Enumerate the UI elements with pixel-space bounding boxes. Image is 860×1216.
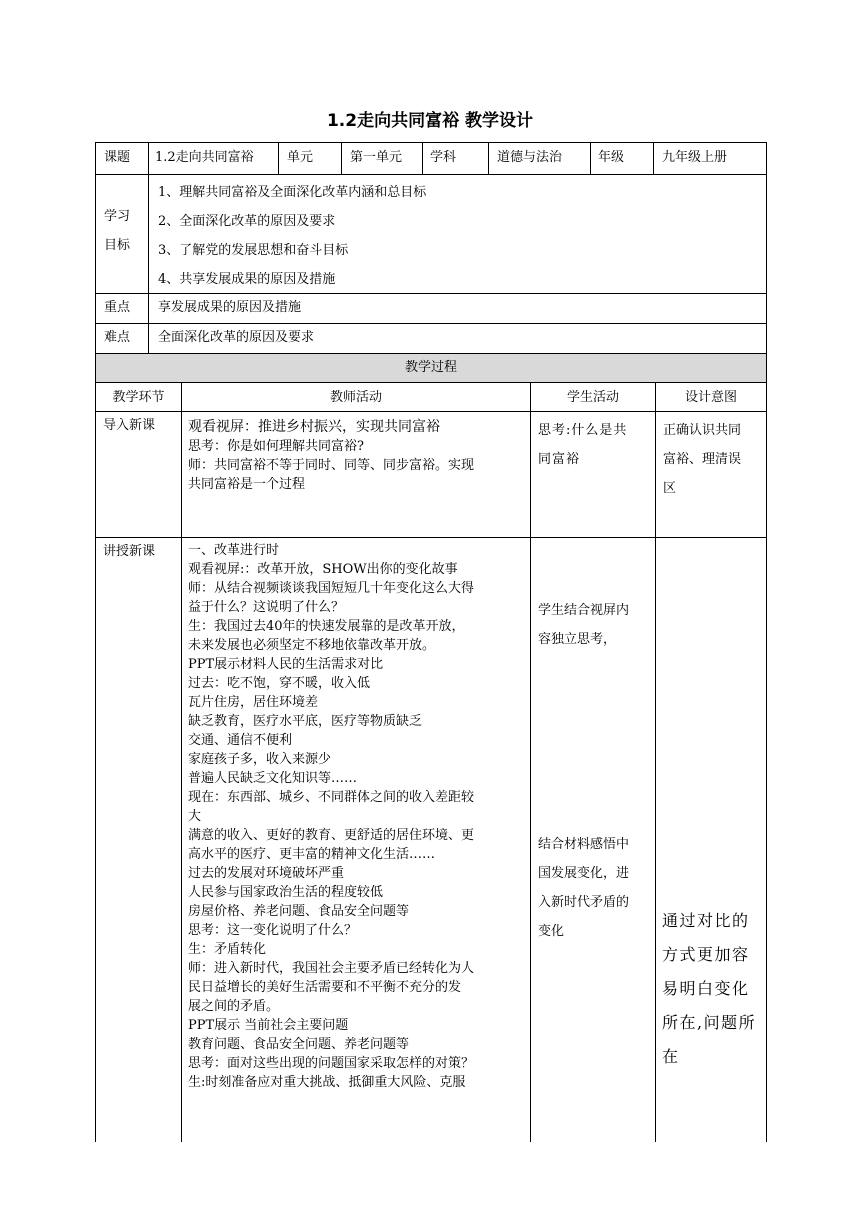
text-line: 师：进入新时代，我国社会主要矛盾已经转化为人 — [188, 961, 475, 976]
column-header-teacher: 教师活动 — [329, 390, 382, 405]
text-line: 高水平的医疗、更丰富的精神文化生活…… — [188, 847, 436, 862]
text-line: 满意的收入、更好的教育、更舒适的居住环境、更 — [188, 828, 475, 843]
key-point-value: 享发展成果的原因及措施 — [158, 300, 302, 315]
text-line: 国发展变化，进 — [538, 866, 630, 881]
text-line: 房屋价格、养老问题、食品安全问题等 — [188, 904, 410, 919]
text-line: 大 — [188, 809, 202, 824]
text-line: 教育问题、食品安全问题、养老问题等 — [188, 1037, 410, 1052]
key-point-label: 重点 — [104, 300, 131, 315]
text-line: 学生结合视屏内 — [538, 603, 630, 618]
text-line: 瓦片住房，居住环境差 — [188, 695, 319, 710]
grade-value: 九年级上册 — [662, 150, 728, 165]
text-line: 生:时刻准备应对重大挑战、抵御重大风险、克服 — [188, 1075, 466, 1090]
lecture-student-activity-1 — [538, 596, 629, 654]
intro-stage: 导入新课 — [103, 418, 156, 433]
text-line: 结合材料感悟中 — [538, 837, 630, 852]
column-header-stage: 教学环节 — [112, 390, 165, 405]
lecture-stage: 讲授新课 — [103, 544, 156, 559]
text-line: 缺乏教育，医疗水平底，医疗等物质缺乏 — [188, 714, 423, 729]
text-line: 所在,问题所 — [662, 1013, 757, 1032]
text-line: 方式更加容 — [662, 945, 750, 964]
page-title: 1.2走向共同富裕 教学设计 — [326, 111, 534, 131]
objective-item: 4、共享发展成果的原因及措施 — [158, 272, 336, 287]
grade-label: 年级 — [598, 150, 625, 165]
text-line: 同富裕 — [538, 452, 581, 467]
text-line: 展之间的矛盾。 — [188, 999, 280, 1014]
difficulty-label: 难点 — [104, 330, 131, 345]
unit-label: 单元 — [287, 150, 314, 165]
text-line: 正确认识共同 — [663, 423, 742, 438]
text-line: 师：从结合视频谈谈我国短短几十年变化这么大得 — [188, 581, 475, 596]
text-line: 家庭孩子多，收入来源少 — [188, 752, 332, 767]
text-line: 入新时代矛盾的 — [538, 895, 630, 910]
text-line: 师：共同富裕不等于同时、同等、同步富裕。实现 — [188, 458, 475, 473]
text-line: 观看视屏:：改革开放，SHOW出你的变化故事 — [188, 562, 458, 577]
text-line: 思考：这一变化说明了什么？ — [188, 923, 358, 938]
text-line: 生：我国过去40年的快速发展靠的是改革开放， — [188, 619, 465, 634]
text-line: 容独立思考， — [538, 632, 617, 647]
course-value: 1.2走向共同富裕 — [155, 150, 254, 165]
text-line: 一、改革进行时 — [188, 543, 280, 558]
process-header: 教学过程 — [404, 360, 457, 375]
text-line: 普遍人民缺乏文化知识等…… — [188, 771, 358, 786]
lecture-student-activity-2 — [538, 830, 629, 946]
text-line: PPT展示材料人民的生活需求对比 — [188, 657, 384, 672]
text-line: 现在：东西部、城乡、不同群体之间的收入差距较 — [188, 790, 475, 805]
text-line: 思考：你是如何理解共同富裕? — [188, 439, 364, 454]
subject-value: 道德与法治 — [497, 150, 563, 165]
intro-student-activity — [538, 416, 627, 474]
text-line: 思考:什么是共 — [538, 423, 628, 438]
text-line: 益于什么？这说明了什么？ — [188, 600, 345, 615]
text-line: 区 — [663, 481, 677, 496]
objective-item: 1、理解共同富裕及全面深化改革内涵和总目标 — [158, 185, 427, 200]
text-line: 人民参与国家政治生活的程度较低 — [188, 885, 384, 900]
text-line: 易明白变化 — [662, 979, 750, 998]
text-line: 生：矛盾转化 — [188, 942, 267, 957]
objective-item: 2、全面深化改革的原因及要求 — [158, 214, 336, 229]
column-header-student: 学生活动 — [566, 390, 619, 405]
text-line: 过去的发展对环境破坏严重 — [188, 866, 345, 881]
text-line: 未来发展也必须坚定不移地依靠改革开放。 — [188, 638, 436, 653]
text-line: 观看视屏：推进乡村振兴，实现共同富裕 — [188, 419, 440, 435]
subject-label: 学科 — [430, 150, 457, 165]
text-line: 过去：吃不饱，穿不暖，收入低 — [188, 676, 371, 691]
lecture-teacher-activity — [188, 541, 474, 1092]
text-line: 民日益增长的美好生活需要和不平衡不充分的发 — [188, 980, 462, 995]
text-line: 思考：面对这些出现的问题国家采取怎样的对策？ — [188, 1056, 475, 1071]
text-line: 富裕、理清误 — [663, 452, 742, 467]
text-line: 在 — [662, 1047, 680, 1066]
column-header-intent: 设计意图 — [684, 390, 737, 405]
unit-value: 第一单元 — [350, 150, 403, 165]
intro-design-intent — [663, 416, 741, 503]
text-line: 交通、通信不便利 — [188, 733, 293, 748]
difficulty-value: 全面深化改革的原因及要求 — [158, 330, 315, 345]
objectives-list — [158, 178, 426, 294]
course-label: 课题 — [104, 150, 131, 165]
text-line: 变化 — [538, 924, 565, 939]
lecture-design-intent — [662, 904, 756, 1074]
objective-item: 3、了解党的发展思想和奋斗目标 — [158, 243, 349, 258]
objectives-label-line2: 目标 — [104, 238, 131, 253]
text-line: 共同富裕是一个过程 — [188, 477, 306, 492]
objectives-label-line1: 学习 — [104, 209, 131, 224]
text-line: 通过对比的 — [662, 911, 750, 930]
intro-teacher-activity — [188, 418, 474, 494]
text-line: PPT展示 当前社会主要问题 — [188, 1018, 349, 1033]
